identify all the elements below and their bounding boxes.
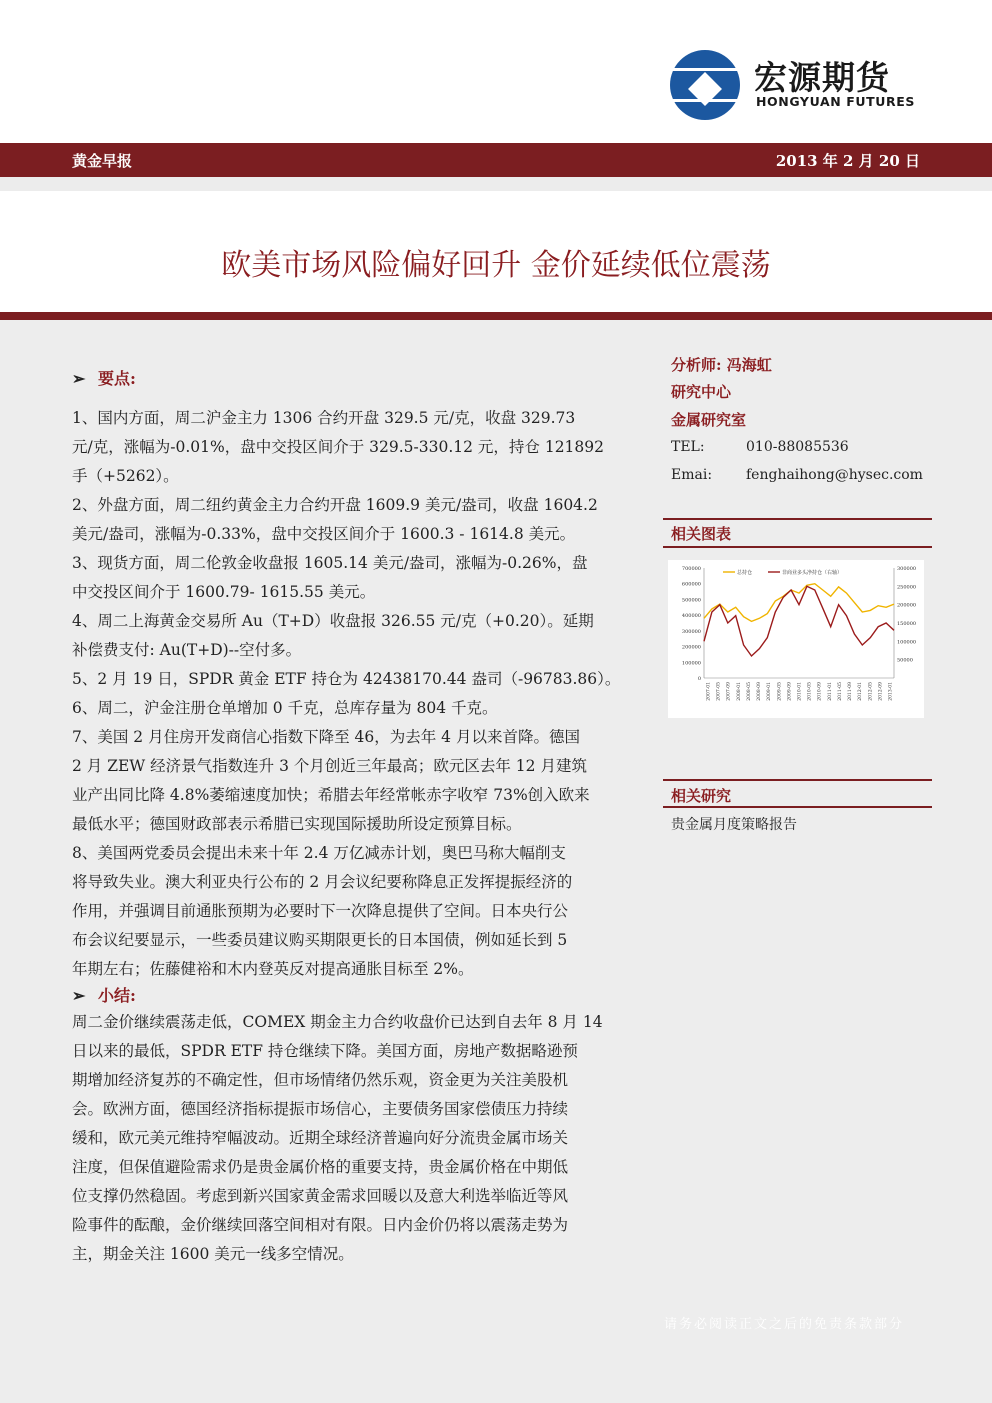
charts-top-rule (663, 518, 932, 520)
email-link[interactable]: fenghaihong@hysec.com (746, 467, 923, 483)
summary-line: 日以来的最低，SPDR ETF 持仓继续下降。美国方面，房地产数据略逊预 (72, 1042, 578, 1060)
key-point-line: 2、外盘方面，周二纽约黄金主力合约开盘 1609.9 美元/盎司，收盘 1604.2 (72, 496, 598, 514)
report-title: 欧美市场风险偏好回升 金价延续低位震荡 (221, 248, 771, 283)
key-point-line: 中交投区间介于 1600.79- 1615.55 美元。 (72, 583, 376, 601)
key-point-line: 布会议纪要显示，一些委员建议购买期限更长的日本国债，例如延长到 5 (72, 931, 568, 949)
key-point-line: 3、现货方面，周二伦敦金收盘报 1605.14 美元/盎司，涨幅为-0.26%，盘 (72, 554, 588, 572)
summary-line: 会。欧洲方面，德国经济指标提振市场信心，主要债务国家偿债压力持续 (72, 1100, 569, 1118)
key-point-line: 7、美国 2 月住房开发商信心指数下降至 46，为去年 4 月以来首降。德国 (72, 728, 580, 746)
left-tick-label: 500000 (681, 597, 701, 604)
summary-line: 注度，但保值避险需求仍是贵金属价格的重要支持，贵金属价格在中期低 (72, 1158, 569, 1176)
x-tick-label: 2012-05 (868, 682, 874, 701)
x-tick-label: 2007-09 (726, 682, 732, 701)
key-point-line: 将导致失业。澳大利亚央行公布的 2 月会议纪要称降息正发挥提振经济的 (72, 873, 573, 891)
key-point-line: 元/克，涨幅为-0.01%，盘中交投区间介于 329.5-330.12 元，持仓 121892 (72, 438, 604, 456)
x-tick-label: 2013-01 (888, 682, 894, 701)
left-tick-label: 700000 (681, 566, 701, 572)
logo-cn-text: 宏源期货 (754, 58, 890, 97)
x-tick-label: 2008-01 (736, 682, 742, 701)
x-tick-label: 2007-01 (706, 682, 712, 701)
summary-line: 位支撑仍然稳固。考虑到新兴国家黄金需求回暖以及意大利选举临近等风 (72, 1187, 569, 1205)
x-tick-label: 2009-05 (777, 682, 783, 701)
charts-bottom-rule (663, 546, 932, 548)
key-point-line: 最低水平；德国财政部表示希腊已实现国际援助所设定预算目标。 (72, 815, 522, 833)
x-tick-label: 2010-01 (797, 682, 803, 701)
title-divider (0, 312, 992, 320)
disclaimer-note: 请务必阅读正文之后的免责条款部分 (663, 1317, 904, 1332)
key-point-5 (72, 665, 624, 694)
x-tick-label: 2012-09 (878, 682, 884, 701)
key-point-1 (72, 404, 624, 491)
x-tick-label: 2009-09 (787, 682, 793, 701)
holdings-chart-svg (668, 560, 924, 718)
summary-line: 周二金价继续震荡走低，COMEX 期金主力合约收盘价已达到自去年 8 月 14 (72, 1013, 603, 1031)
left-tick-label: 100000 (681, 660, 701, 667)
summary-line: 险事件的酝酿，金价继续回落空间相对有限。日内金价仍将以震荡走势为 (72, 1216, 569, 1234)
email-label: Emai: (671, 467, 713, 483)
key-point-line: 年期左右；佐藤健裕和木内登英反对提高通胀目标至 2%。 (72, 960, 474, 978)
header-sub-band (0, 177, 992, 191)
right-tick-label: 100000 (897, 639, 917, 646)
key-point-line: 2 月 ZEW 经济景气指数连升 3 个月创近三年最高；欧元区去年 12 月建筑 (72, 757, 587, 775)
legend-label-1: 总持仓 (737, 570, 753, 576)
left-tick-label: 200000 (681, 644, 701, 651)
x-tick-label: 2010-05 (807, 682, 813, 701)
email-row (671, 467, 923, 483)
summary-line: 缓和，欧元美元维持窄幅波动。近期全球经济普遍向好分流贵金属市场关 (72, 1129, 569, 1147)
right-tick-label: 150000 (897, 621, 917, 627)
key-point-line: 业产出同比降 4.8%萎缩速度加快；希腊去年经常帐赤字收窄 73%创入欧来 (72, 786, 590, 804)
key-point-line: 6、周二，沪金注册仓单增加 0 千克，总库存量为 804 千克。 (72, 699, 498, 717)
key-point-line: 4、周二上海黄金交易所 Au（T+D）收盘报 326.55 元/克（+0.20）。延期 (72, 612, 594, 630)
left-tick-label: 600000 (681, 581, 701, 588)
logo-emblem-icon (670, 50, 740, 120)
key-point-line: 5、2 月 19 日，SPDR 黄金 ETF 持仓为 42438170.44 盎司（-96783.86）。 (72, 670, 621, 688)
tel-value: 010-88085536 (746, 439, 849, 455)
summary-heading: ➢ 小结: (72, 986, 136, 1005)
bullet-arrow-icon: ➢ (72, 369, 86, 388)
x-tick-label: 2007-05 (716, 682, 722, 701)
report-type: 黄金早报 (72, 152, 133, 170)
x-tick-label: 2012-01 (858, 682, 864, 701)
key-point-4 (72, 607, 624, 665)
research-room: 金属研究室 (671, 411, 747, 429)
x-tick-label: 2009-01 (767, 682, 773, 701)
summary-text (72, 1008, 624, 1269)
key-points-list (72, 404, 624, 984)
key-point-line: 手（+5262）。 (72, 467, 179, 485)
report-date: 2013 年 2 月 20 日 (775, 152, 920, 170)
company-logo (670, 46, 920, 126)
related-research-title: 相关研究 (671, 787, 732, 805)
legend-label-2: 非商业多头净持仓（右轴） (782, 570, 843, 576)
key-point-line: 1、国内方面，周二沪金主力 1306 合约开盘 329.5 元/克，收盘 329.73 (72, 409, 576, 427)
key-point-6 (72, 694, 624, 723)
analyst-name: 分析师: 冯海虹 (671, 356, 772, 374)
x-tick-label: 2011-01 (827, 682, 833, 701)
department: 研究中心 (671, 383, 732, 401)
key-point-2 (72, 491, 624, 549)
related-charts-title: 相关图表 (671, 525, 732, 543)
right-tick-label: 200000 (897, 602, 917, 609)
logo-en-text: HONGYUAN FUTURES (756, 94, 915, 109)
tel-label: TEL: (671, 439, 705, 455)
key-point-line: 美元/盎司，涨幅为-0.33%，盘中交投区间介于 1600.3 - 1614.8 美元。 (72, 525, 576, 543)
x-tick-label: 2011-09 (848, 682, 854, 701)
bullet-arrow-icon: ➢ (72, 986, 86, 1005)
right-tick-label: 50000 (897, 657, 913, 664)
key-point-7 (72, 723, 624, 839)
summary-line: 主，期金关注 1600 美元一线多空情况。 (72, 1245, 354, 1263)
right-tick-label: 300000 (897, 566, 917, 572)
left-tick-label: 400000 (681, 613, 701, 620)
key-point-line: 作用，并强调目前通胀预期为必要时下一次降息提供了空间。日本央行公 (72, 902, 569, 920)
key-point-line: 8、美国两党委员会提出未来十年 2.4 万亿减赤计划，奥巴马称大幅削支 (72, 844, 566, 862)
x-tick-label: 2011-05 (837, 682, 843, 701)
holdings-chart (668, 560, 924, 718)
tel-row (671, 439, 849, 455)
key-points-heading: ➢ 要点: (72, 369, 136, 388)
research-bottom-rule (663, 806, 932, 808)
key-point-line: 补偿费支付: Au(T+D)--空付多。 (72, 641, 302, 659)
research-item-link[interactable]: 贵金属月度策略报告 (671, 817, 797, 833)
left-tick-label: 300000 (681, 628, 701, 635)
summary-line: 期增加经济复苏的不确定性，但市场情绪仍然乐观，资金更为关注美股机 (72, 1071, 569, 1089)
key-point-3 (72, 549, 624, 607)
research-top-rule (663, 779, 932, 781)
left-tick-label: 0 (697, 676, 701, 682)
right-tick-label: 250000 (897, 584, 917, 591)
x-tick-label: 2008-05 (746, 682, 752, 701)
x-tick-label: 2010-09 (817, 682, 823, 701)
header-band (0, 143, 992, 177)
x-tick-label: 2008-09 (757, 682, 763, 701)
key-point-8 (72, 839, 624, 984)
